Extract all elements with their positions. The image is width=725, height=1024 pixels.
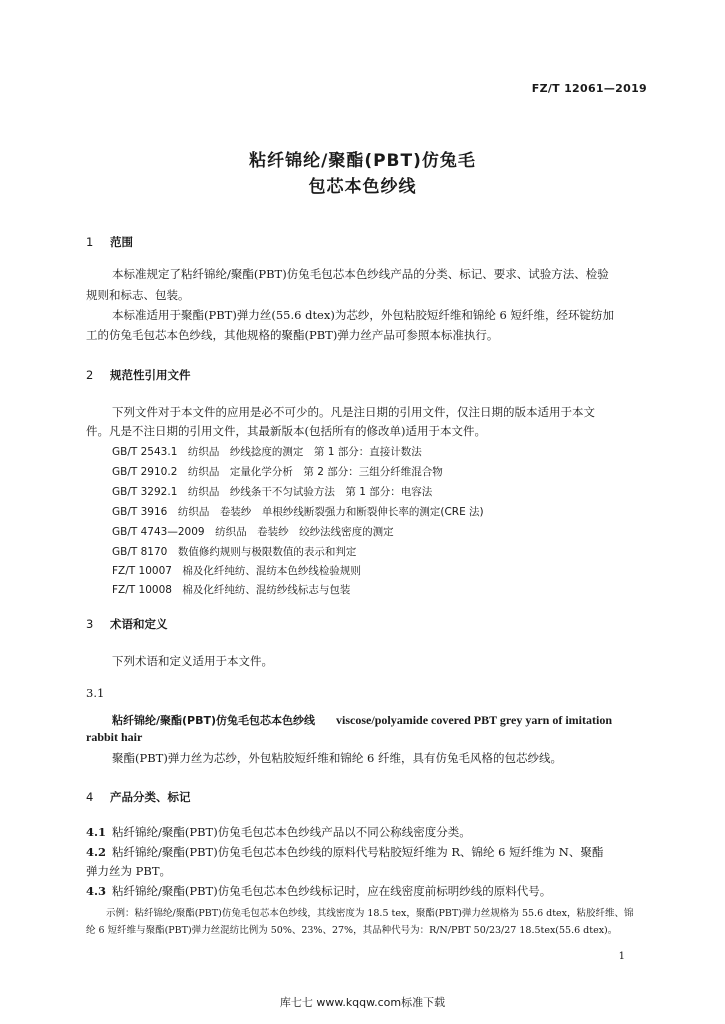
term-entry <box>112 712 612 728</box>
section-2-number: 2 <box>86 368 94 382</box>
section-3-heading <box>86 616 168 632</box>
section-4-heading <box>86 789 191 805</box>
document-title-line1: 粘纤锦纶/聚酯(PBT)仿兔毛 <box>249 151 476 171</box>
section-1-para2-line2: 工的仿兔毛包芯本色纱线，其他规格的聚酯(PBT)弹力丝产品可参照本标准执行。 <box>86 328 499 342</box>
reference-item: GB/T 8170 数值修约规则与极限数值的表示和判定 <box>112 546 357 558</box>
clause-3-1-number: 3.1 <box>86 686 105 700</box>
clause-4-3-text: 粘纤锦纶/聚酯(PBT)仿兔毛包芯本色纱线标记时，应在线密度前标明纱线的原料代号。 <box>112 884 552 898</box>
clause-4-2-text: 粘纤锦纶/聚酯(PBT)仿兔毛包芯本色纱线的原料代号粘胶短纤维为 R、锦纶 6 短纤维为 N、聚酯 <box>112 845 604 859</box>
page-number: 1 <box>618 951 625 962</box>
clause-4-1 <box>86 823 471 842</box>
section-2-title: 规范性引用文件 <box>110 368 191 382</box>
section-2-heading <box>86 367 191 383</box>
example-line2: 纶 6 短纤维与聚酯(PBT)弹力丝混纺比例为 50%、23%、27%，其品种代号为：R/N/PBT 50/23/27 18.5tex(55.6 dtex)。 <box>86 925 618 936</box>
section-3-number: 3 <box>86 617 94 631</box>
section-2-intro-line2: 件。凡是不注日期的引用文件，其最新版本(包括所有的修改单)适用于本文件。 <box>86 424 486 438</box>
clause-4-1-number: 4.1 <box>86 825 107 839</box>
section-1-para1-line2: 规则和标志、包装。 <box>86 288 190 302</box>
clause-4-3 <box>86 882 551 901</box>
reference-item: GB/T 3292.1 纺织品 纱线条干不匀试验方法 第 1 部分：电容法 <box>112 486 433 498</box>
reference-item: FZ/T 10007 棉及化纤纯纺、混纺本色纱线检验规则 <box>112 565 361 577</box>
clause-4-2-number: 4.2 <box>86 845 107 859</box>
section-1-para1-line1: 本标准规定了粘纤锦纶/聚酯(PBT)仿兔毛包芯本色纱线产品的分类、标记、要求、试验方法、检验 <box>112 267 609 281</box>
term-english-line2: rabbit hair <box>86 730 143 744</box>
section-1-title: 范围 <box>110 235 133 249</box>
clause-4-1-text: 粘纤锦纶/聚酯(PBT)仿兔毛包芯本色纱线产品以不同公称线密度分类。 <box>112 825 471 839</box>
clause-4-2 <box>86 843 603 862</box>
section-1-number: 1 <box>86 235 94 249</box>
reference-item: FZ/T 10008 棉及化纤纯纺、混纺纱线标志与包装 <box>112 584 351 596</box>
example-line1: 示例：粘纤锦纶/聚酯(PBT)仿兔毛包芯本色纱线，其线密度为 18.5 tex，聚酯(PBT)弹力丝规格为 55.6 dtex，粘胶纤维、锦 <box>106 908 634 919</box>
standard-code: FZ/T 12061—2019 <box>531 82 647 95</box>
term-chinese: 粘纤锦纶/聚酯(PBT)仿兔毛包芯本色纱线 <box>112 714 316 727</box>
section-1-para2-line1: 本标准适用于聚酯(PBT)弹力丝(55.6 dtex)为芯纱，外包粘胶短纤维和锦纶 6 短纤维，经环锭纺加 <box>112 308 614 322</box>
reference-item: GB/T 4743—2009 纺织品 卷装纱 绞纱法线密度的测定 <box>112 526 394 538</box>
section-4-number: 4 <box>86 790 94 804</box>
section-4-title: 产品分类、标记 <box>110 790 191 804</box>
document-title-line2: 包芯本色纱线 <box>308 177 417 197</box>
reference-item: GB/T 3916 纺织品 卷装纱 单根纱线断裂强力和断裂伸长率的测定(CRE 法) <box>112 506 484 518</box>
clause-4-2-line2: 弹力丝为 PBT。 <box>86 864 172 878</box>
section-2-intro-line1: 下列文件对于本文件的应用是必不可少的。凡是注日期的引用文件，仅注日期的版本适用于本文 <box>112 405 595 419</box>
term-english: viscose/polyamide covered PBT grey yarn of imitation <box>336 713 613 727</box>
section-3-title: 术语和定义 <box>110 617 168 631</box>
section-3-intro: 下列术语和定义适用于本文件。 <box>112 654 273 668</box>
term-definition: 聚酯(PBT)弹力丝为芯纱，外包粘胶短纤维和锦纶 6 纤维，具有仿兔毛风格的包芯纱线。 <box>112 751 562 765</box>
footer-watermark[interactable]: 库七七 www.kqqw.com标准下载 <box>279 996 446 1009</box>
clause-4-3-number: 4.3 <box>86 884 107 898</box>
reference-item: GB/T 2910.2 纺织品 定量化学分析 第 2 部分：三组分纤维混合物 <box>112 466 443 478</box>
reference-item: GB/T 2543.1 纺织品 纱线捻度的测定 第 1 部分：直接计数法 <box>112 446 422 458</box>
section-1-heading <box>86 234 133 250</box>
